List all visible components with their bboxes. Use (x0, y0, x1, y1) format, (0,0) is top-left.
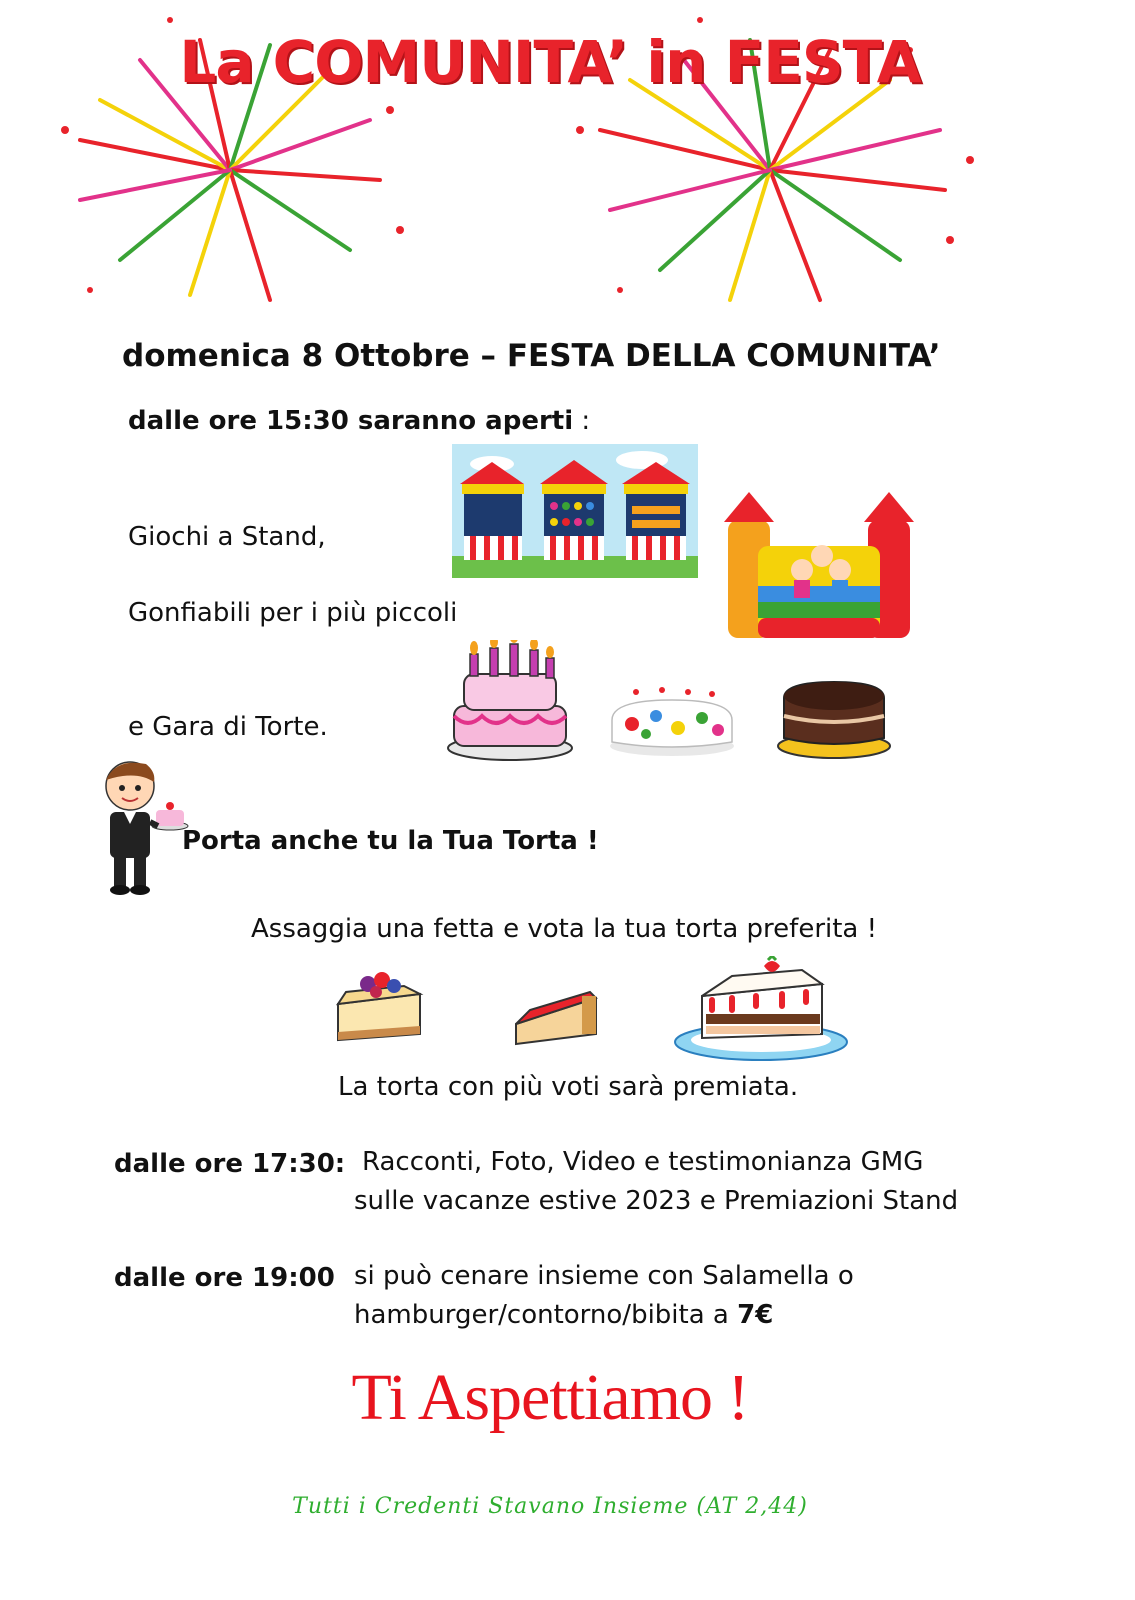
event-heading: domenica 8 Ottobre – FESTA DELLA COMUNITA’ (122, 338, 941, 374)
polka-cake-icon (606, 686, 738, 758)
schedule-1730-line1: Racconti, Foto, Video e testimonianza GMG (362, 1147, 924, 1177)
taste-line: Assaggia una fetta e vota la tua torta preferita ! (251, 914, 878, 944)
activity-stands: Giochi a Stand, (128, 522, 326, 552)
waiter-boy-icon (96, 756, 190, 898)
intro-time: dalle ore 15:30 saranno aperti (128, 406, 574, 436)
schedule-1900-line1: si può cenare insieme con Salamella o (354, 1261, 854, 1291)
chocolate-cake-icon (776, 676, 892, 760)
schedule-text-1900 (354, 1257, 854, 1335)
price: 7€ (737, 1300, 774, 1330)
schedule-text-1730 (354, 1143, 958, 1221)
activity-cakes: e Gara di Torte. (128, 712, 328, 742)
birthday-cake-icon (444, 640, 576, 762)
cream-cake-slice-icon (672, 956, 850, 1062)
schedule-1900-line2-text: hamburger/contorno/bibita a (354, 1300, 738, 1330)
pie-slice-icon (510, 986, 602, 1048)
intro-line (128, 406, 590, 436)
schedule-label-1730: dalle ore 17:30: (114, 1149, 346, 1179)
closing-message: Ti Aspettiamo ! (351, 1361, 749, 1434)
cheesecake-slice-icon (332, 968, 426, 1044)
intro-colon: : (573, 406, 591, 436)
page-title: La COMUNITA’ in FESTA (179, 28, 921, 96)
activity-inflatables: Gonfiabili per i più piccoli (128, 598, 458, 628)
schedule-label-1900: dalle ore 19:00 (114, 1263, 335, 1293)
game-stands-icon (452, 444, 698, 578)
bring-cake-text: Porta anche tu la Tua Torta ! (182, 826, 599, 856)
prize-line: La torta con più voti sarà premiata. (338, 1072, 799, 1102)
schedule-1730-line2: sulle vacanze estive 2023 e Premiazioni Stand (354, 1186, 959, 1216)
bounce-castle-icon (718, 490, 924, 650)
motto: Tutti i Credenti Stavano Insieme (AT 2,44) (292, 1494, 808, 1519)
schedule-1900-line2 (354, 1296, 854, 1335)
